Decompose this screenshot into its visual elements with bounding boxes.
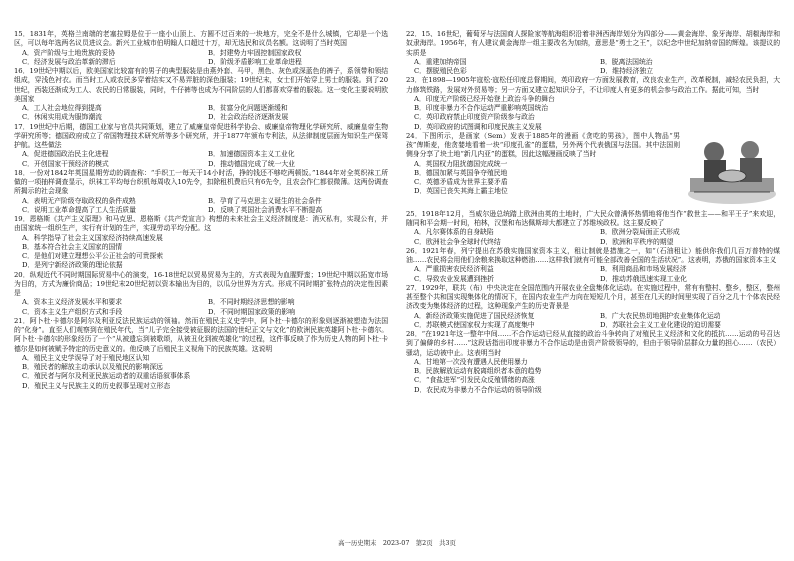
option-D: D．阶级矛盾影响工业革命进程 bbox=[208, 57, 302, 66]
option-B: B．德国加紧与英国争夺殖民地 bbox=[414, 168, 508, 177]
option-C: C．殖民者与阿尔及利亚民族运动者的双重话语叙事体系 bbox=[22, 372, 191, 381]
option-C: C．苏联模式使国家权力实现了高度集中 bbox=[414, 320, 535, 329]
question-text: 28．“在1921年这一整年中间……不合作运动已经从直接的政治斗争转向了对殖民主义经济和文化的抵抗……运动的号召达到了偏僻的乡村……”这段话指出印度非暴力不合作运动是由资产阶级领导的，但由于领导阶层群众力量的担心……（农民）骚动，运动被中止。这表明当时 bbox=[406, 330, 780, 357]
question-text: 23．在1898—1905年寇松·寇松任印度总督期间，英印政府一方面发展教育，改良农业生产，改革税制，减轻农民负担，大力修筑铁路，发展对外贸易等；另一方面又建立起知识分子，不让印度人有更多的机会参与政治工作。据此可知，当时 bbox=[406, 76, 780, 94]
options bbox=[14, 354, 388, 391]
question-text: 18．一份对1842年英国星期劳动的调查称：“手织工一每天干14小时活，挣的钱还不够吃两顿饭。”1844年对全英织袜工所做的一项抽样调查显示，织袜工平均每台织机每周收入10先令，扣除租机费后只有6先令，且农会作仁都很微薄。这两份调查所揭示的社会现象 bbox=[14, 168, 388, 196]
option-A: A．科学指导了社会主义国家经济持续高速发展 bbox=[22, 233, 163, 242]
options bbox=[14, 104, 388, 123]
option-A: A．资产阶级与土地贵族的妥协 bbox=[22, 48, 116, 57]
question-text: 27．1929年，联共（布）中央决定在全国范围内开展农业全盘集体化运动。在实施过程中，常有有整村、整乡，整区，整州甚至整个共和国实现集体化的情况下，在国内农业生产力向在短短几个月，甚至在几天的时间里实现了百分之几十个体农民经济改变为集体经济的过程，这种现象产生的历史背景是 bbox=[406, 283, 780, 311]
option-C: C．摆脱殖民色彩 bbox=[414, 67, 467, 75]
option-C: C．休闲实用成为服饰潮流 bbox=[22, 113, 102, 122]
option-A: A．工人社会地位得到提高 bbox=[22, 104, 102, 112]
question-text: 15．1831年，英格兰南端的老塞拉姆是位于一座小山顶上、方圆不过百来的一块地方，完全不是什么城镇，它却是一个选区，可以每年选两名议员进议会。新兴工业城市伯明翰人口超过十万，却无选民和议员名额。这说明了当时英国 bbox=[14, 30, 388, 48]
question-text: 17．19世纪中后期，德国工业家与官员共同策划，建立了威廉皇帝促进科学协会、威廉皇帝物理化学研究所、威廉皇帝生物学研究所等；德国政府成立了帝国物理技术研究所等多个研究所，并于1877年颁布专利法，从法律制度层面为知识生产保驾护航。这些做法 bbox=[14, 122, 388, 149]
option-B: B．基本符合社会主义国家的国情 bbox=[22, 242, 123, 251]
question-q26 bbox=[406, 247, 780, 284]
question-q22 bbox=[406, 30, 780, 76]
option-C: C．经济发展与政治革新的滞后 bbox=[22, 57, 116, 66]
option-A: A．促进德国政治民主化进程 bbox=[22, 150, 109, 159]
option-B: B．利用商品和市场发展经济 bbox=[600, 265, 687, 274]
option-B: B．民族解放运动有脱离组织者本意的趋势 bbox=[414, 367, 542, 375]
option-B: B．印度非暴力不合作运动严重影响英国统治 bbox=[414, 104, 549, 112]
question-q24 bbox=[406, 132, 780, 210]
question-text: 21．阿卜杜·卡德尔是阿尔及利亚反法民族运动的领袖。然而在殖民主义史学中，阿卜杜·卡德尔的形象则逐渐被塑造为法国的“化身”。直至人们观察到在殖民年代，当“儿子完全接受被征服的法国的世纪正文与文化”的欧洲民族英雄阿卜杜·卡德尔。阿卜杜·卡德尔的形象经历了一个“从被遗忘到被歌颂，从被丑化到被英雄化”的过程，这件事反映了作为历史人物的阿卜杜·卡德尔是如何被赋予特定的历史意义的。他反映了后殖民主义视角下的民族英雄。这说明 bbox=[14, 316, 388, 353]
option-D: D．推动苏俄迅速实现工业化 bbox=[600, 274, 687, 283]
option-A: A．重建加纳帝国 bbox=[414, 57, 467, 66]
option-D: D．是列宁新经济政策的理论依据 bbox=[22, 261, 123, 270]
option-C: C．资本主义生产组织方式和手段 bbox=[22, 307, 123, 316]
question-text: 25．1918年12月，当威尔逊总统踏上欧洲由英的土地时，广大民众曾满怀热情地将他当作“救世主——和平王子”来欢迎，随同和平会期一时间，柏林，汉堡和布达佩斯却大都建立了苏维埃政权。这主要反映了 bbox=[406, 209, 780, 227]
option-B: B．殖民者的解放主动承认以及殖民的影响深远 bbox=[22, 363, 163, 371]
option-D: D．推动德国完成了统一大业 bbox=[208, 159, 295, 168]
left-column bbox=[14, 30, 388, 391]
option-C: C．英印政府禁止印度资产阶级参与政治 bbox=[414, 113, 535, 122]
option-B: B．脱离法国统治 bbox=[600, 57, 653, 66]
option-A: A．甘地第一次没有遭遇人民使用暴力 bbox=[414, 357, 528, 366]
question-q20 bbox=[14, 271, 388, 317]
question-q23 bbox=[406, 76, 780, 132]
options bbox=[406, 160, 680, 197]
cartoon-figure bbox=[684, 134, 780, 210]
option-D: D．英国已丧失其海上霸主地位 bbox=[414, 187, 508, 196]
option-D: D．维持经济独立 bbox=[600, 67, 653, 75]
option-D: D．反映了英国社会消费水平不断提高 bbox=[208, 205, 323, 214]
option-A: A．印度无产阶级已经开始登上政治斗争的舞台 bbox=[414, 94, 555, 103]
question-text: 16．19世纪中期以后，欧美国家比较富有的男子的典型服装是由燕外套、马甲，黑色、灰色或深蓝色的裤子，系领带和领结组成，穿浅色衬衣。而当时工人或农民多穿着结实又不易弄脏的深色服装；19世纪末，女士们开始穿上男士的服装。到了20世纪，西装还渐成为工人、农民的日常服装，同时，牛仔裤等也成为不同阶层的人们都喜欢穿着的服装。这一变化主要说明欧美国家 bbox=[14, 67, 388, 103]
options bbox=[406, 358, 780, 395]
options bbox=[14, 234, 388, 271]
option-B: B．欧洲分裂局面正式形成 bbox=[600, 228, 680, 237]
options bbox=[14, 197, 388, 216]
options bbox=[14, 298, 388, 317]
options bbox=[14, 49, 388, 68]
question-q28 bbox=[406, 330, 780, 395]
option-A: A．严重损害农民经济利益 bbox=[414, 265, 494, 274]
option-B: B．贫富分化问题逐渐缓和 bbox=[208, 104, 288, 112]
option-C: C．“食盐进军”引发民众反殖情绪的高涨 bbox=[414, 376, 535, 385]
option-A: A．凡尔赛体系的自身缺陷 bbox=[414, 228, 494, 237]
options bbox=[406, 265, 780, 284]
option-B: B．孕育了马克思主义诞生的社会条件 bbox=[208, 196, 322, 205]
option-B: B．广大农民热切地拥护农业集体化运动 bbox=[600, 311, 721, 320]
question-text: 22．15、16世纪，葡萄牙与法国商人探险家等航海组织沿着非洲西海岸划分为四部分——黄金海岸、象牙海岸、胡椒海岸和奴隶海岸。1956年，有人建议黄金海岸一组主要改名为加纳，意思是“勇士之王”，以纪念中世纪加纳帝国的辉煌。该提议的实质是 bbox=[406, 30, 780, 57]
question-q27 bbox=[406, 284, 780, 330]
option-C: C．欧洲社会争全球时代终结 bbox=[414, 237, 501, 246]
options bbox=[406, 228, 780, 247]
option-D: D．殖民主义与民族主义的历史叙事呈现对立形态 bbox=[22, 381, 171, 390]
options bbox=[406, 58, 780, 77]
page-footer: 高一历史期末 2023-07 第2页 共3页 bbox=[338, 539, 456, 547]
options bbox=[14, 150, 388, 169]
question-q16 bbox=[14, 67, 388, 123]
option-D: D．苏联社会主义工业化建设的迫切需要 bbox=[600, 320, 721, 329]
option-D: D．社会政治经济逐渐发展 bbox=[208, 113, 289, 122]
option-D: D．不同时期国家政策的影响 bbox=[208, 307, 295, 316]
option-A: A．新经济政策实施促进了国民经济恢复 bbox=[414, 311, 535, 320]
option-B: B．加速德国资本主义工业化 bbox=[208, 150, 295, 159]
option-D: D．英印政府的试图调和印度民族主义发展 bbox=[414, 122, 542, 131]
option-A: A．表明无产阶级夺取政权的条件成熟 bbox=[22, 196, 136, 205]
option-C: C．说明工业革命提高了工人生活质量 bbox=[22, 205, 136, 214]
question-text: 20．纵观近代不同时期国际贸易中心的演变，16-18世纪以贸易贸易为主的，方式表现为血腥野蛮；19世纪中期以拓宽市场为目的，方式为廉价商品；19世纪末20世纪初以资本输出为目的，以瓜分世界为方式。形成不同时期扩张特点的决定性因素是 bbox=[14, 270, 388, 297]
question-text: 19．恩格斯《共产主义原理》和马克思、恩格斯《共产党宣言》构想的未来社会主义经济制度是：消灭私有，实现公有，并由国家统一组织生产，实行有计划的生产，实现劳动平均分配。这 bbox=[14, 215, 388, 233]
question-q21 bbox=[14, 317, 388, 391]
option-A: A．资本主义经济发展水平和要求 bbox=[22, 298, 123, 307]
question-text: 26．1921年春，列宁提出在苏俄实施国家资本主义，租让制就是措施之一，如“（石油租让）能供你我们几百万普特的煤油……农民将会用他们余粮来换取这种燃油……这样我们就有可能全部改善全国的生活状况”。这表明，苏俄的国家资本主义 bbox=[406, 246, 780, 264]
question-q25 bbox=[406, 210, 780, 247]
option-C: C．开创国家干预经济的模式 bbox=[22, 159, 109, 168]
option-B: B．封建势力牢固控制国家政权 bbox=[208, 48, 302, 57]
option-D: D．欧洲和平秩序的期望 bbox=[600, 237, 674, 246]
question-q15 bbox=[14, 30, 388, 67]
question-q17 bbox=[14, 123, 388, 169]
option-B: B．不同时期经济思想的影响 bbox=[208, 298, 295, 307]
option-C: C．英德矛盾成为世界主要矛盾 bbox=[414, 178, 508, 186]
option-A: A．英国权力阻扰德国完成统一 bbox=[414, 159, 508, 168]
option-D: D．农民成为非暴力不合作运动的领导阶级 bbox=[414, 385, 542, 394]
right-column bbox=[406, 30, 780, 395]
option-C: C．是他们对建立理想公平公正社会的可贵探索 bbox=[22, 252, 164, 260]
option-C: C．导致农业发展遭到挫折 bbox=[414, 274, 494, 283]
question-text: 24．下图所示，是画家（Sem）发表于1885年的漫画《贪吃的男孩》，图中人物品“男孩”俾斯麦，他贪婪地看着一块“印度孔雀”的蛋糕，另外两个代表俄国与法国。其中法国则侧身分享了块土地“新几内亚”的蛋糕，因此这幅漫画反映了当时 bbox=[406, 131, 680, 159]
question-q18 bbox=[14, 169, 388, 215]
cartoon-illustration bbox=[684, 134, 780, 210]
options bbox=[406, 95, 780, 132]
question-q19 bbox=[14, 215, 388, 271]
options bbox=[406, 312, 780, 331]
option-A: A．殖民主义史学误导了对于殖民地区认知 bbox=[22, 353, 150, 362]
